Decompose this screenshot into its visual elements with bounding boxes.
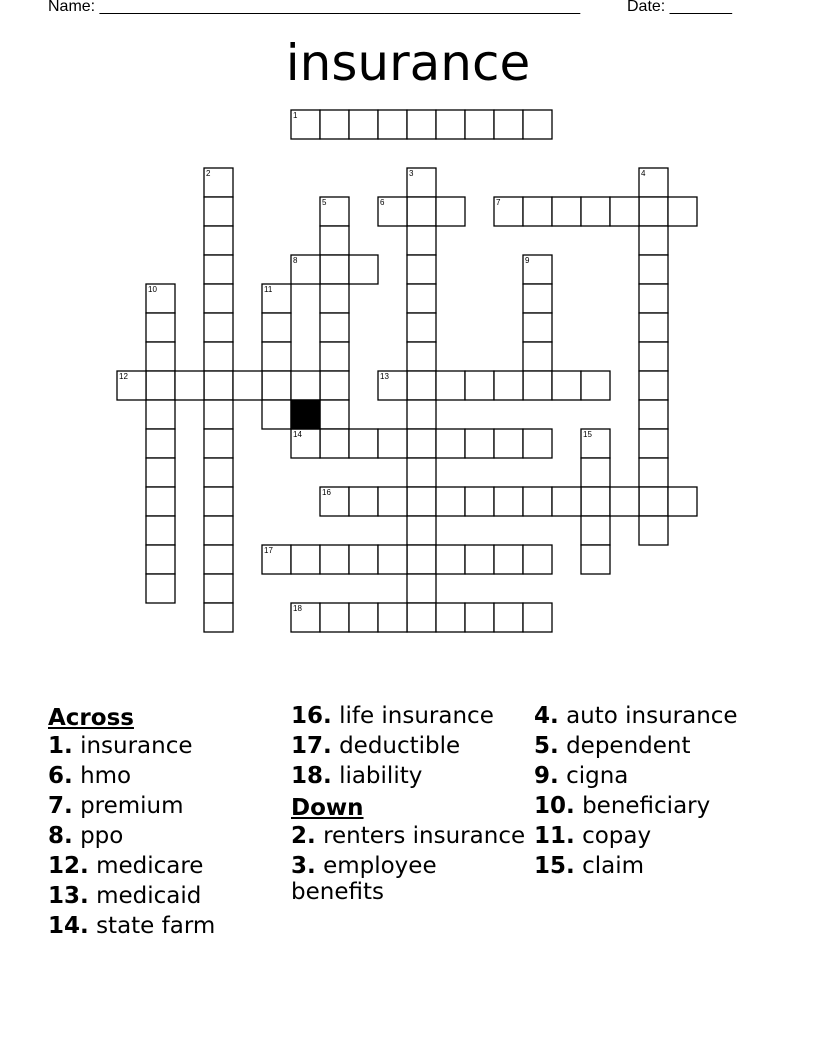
grid-cell[interactable] xyxy=(523,313,552,342)
clue-down-item xyxy=(534,763,764,789)
clue-down-item xyxy=(291,853,531,905)
grid-cell[interactable] xyxy=(320,603,349,632)
grid-cell[interactable] xyxy=(146,400,175,429)
grid-cell[interactable] xyxy=(320,284,349,313)
grid-cell[interactable] xyxy=(146,574,175,603)
clue-number: 3 xyxy=(409,169,414,178)
grid-cell[interactable] xyxy=(465,545,494,574)
grid-cell[interactable] xyxy=(610,487,639,516)
grid-cell[interactable] xyxy=(639,197,668,226)
grid-cell[interactable] xyxy=(349,110,378,139)
grid-cell[interactable] xyxy=(610,197,639,226)
grid-cell[interactable] xyxy=(639,342,668,371)
clue-text: medicaid xyxy=(96,883,202,909)
grid-cell[interactable] xyxy=(146,487,175,516)
grid-cell[interactable] xyxy=(436,371,465,400)
clue-number: 2 xyxy=(206,169,211,178)
clue-number: 9 xyxy=(525,256,530,265)
grid-cell[interactable] xyxy=(146,371,175,400)
grid-cell[interactable] xyxy=(320,400,349,429)
clue-number: 8 xyxy=(293,256,298,265)
grid-cell[interactable] xyxy=(204,487,233,516)
grid-cell[interactable] xyxy=(436,545,465,574)
clue-number-label: 14. xyxy=(48,913,89,939)
grid-cell[interactable] xyxy=(262,342,291,371)
clue-text: deductible xyxy=(339,733,461,759)
grid-cell[interactable] xyxy=(523,284,552,313)
grid-cell[interactable] xyxy=(378,603,407,632)
grid-cell[interactable] xyxy=(320,313,349,342)
grid-cell[interactable] xyxy=(668,197,697,226)
grid-cell[interactable] xyxy=(407,197,436,226)
clue-number-label: 8. xyxy=(48,823,73,849)
clue-across-item xyxy=(48,763,278,789)
clue-number-label: 7. xyxy=(48,793,73,819)
grid-cell[interactable] xyxy=(407,574,436,603)
across-heading: Across xyxy=(48,705,134,731)
grid-cell[interactable] xyxy=(146,429,175,458)
clue-number-label: 2. xyxy=(291,823,316,849)
grid-cell[interactable] xyxy=(320,226,349,255)
clue-number: 13 xyxy=(380,372,389,381)
grid-cell[interactable] xyxy=(204,516,233,545)
grid-cell[interactable] xyxy=(494,110,523,139)
clue-list xyxy=(0,703,816,1003)
grid-cell[interactable] xyxy=(262,313,291,342)
grid-cell[interactable] xyxy=(465,603,494,632)
grid-cell[interactable] xyxy=(494,371,523,400)
grid-cell[interactable] xyxy=(320,255,349,284)
grid-cell[interactable] xyxy=(523,110,552,139)
grid-cell[interactable] xyxy=(407,487,436,516)
clue-number: 15 xyxy=(583,430,592,439)
grid-cell[interactable] xyxy=(552,371,581,400)
grid-cell[interactable] xyxy=(523,371,552,400)
grid-cell[interactable] xyxy=(407,458,436,487)
clue-text: employee benefits xyxy=(291,853,437,905)
grid-cell[interactable] xyxy=(639,313,668,342)
grid-cell[interactable] xyxy=(407,516,436,545)
clue-across-item xyxy=(291,703,531,729)
clue-text: dependent xyxy=(566,733,691,759)
clue-number: 6 xyxy=(380,198,385,207)
grid-cell[interactable] xyxy=(146,545,175,574)
clue-number-label: 3. xyxy=(291,853,316,879)
grid-cell[interactable] xyxy=(291,371,320,400)
clue-across-item xyxy=(291,763,531,789)
clue-number: 12 xyxy=(119,372,128,381)
grid-cell[interactable] xyxy=(262,371,291,400)
clue-number: 18 xyxy=(293,604,302,613)
grid-cell[interactable] xyxy=(581,545,610,574)
clue-down-item xyxy=(534,733,764,759)
grid-cell[interactable] xyxy=(407,371,436,400)
name-field[interactable]: Name: ______________________________________________________ xyxy=(48,0,581,15)
clue-text: hmo xyxy=(80,763,132,789)
grid-cell[interactable] xyxy=(320,545,349,574)
clue-number: 7 xyxy=(496,198,501,207)
clue-text: premium xyxy=(80,793,184,819)
clue-number: 11 xyxy=(264,285,273,294)
grid-cell[interactable] xyxy=(523,197,552,226)
grid-cell[interactable] xyxy=(552,197,581,226)
grid-cell[interactable] xyxy=(436,429,465,458)
grid-cell[interactable] xyxy=(204,429,233,458)
clue-number-label: 10. xyxy=(534,793,575,819)
grid-cell[interactable] xyxy=(320,342,349,371)
grid-cell[interactable] xyxy=(407,313,436,342)
date-field[interactable]: Date: _______ xyxy=(627,0,732,15)
grid-cell[interactable] xyxy=(668,487,697,516)
clue-number-label: 17. xyxy=(291,733,332,759)
clue-across-item xyxy=(48,733,278,759)
clue-text: liability xyxy=(339,763,423,789)
grid-cell[interactable] xyxy=(523,487,552,516)
grid-cell[interactable] xyxy=(233,371,262,400)
grid-cell[interactable] xyxy=(465,110,494,139)
clue-number-label: 12. xyxy=(48,853,89,879)
clue-text: ppo xyxy=(80,823,124,849)
grid-cell[interactable] xyxy=(146,516,175,545)
clue-number-label: 6. xyxy=(48,763,73,789)
grid-cell[interactable] xyxy=(407,400,436,429)
clue-column-1 xyxy=(48,703,278,943)
clue-text: cigna xyxy=(566,763,629,789)
grid-cell[interactable] xyxy=(639,516,668,545)
clue-number-label: 5. xyxy=(534,733,559,759)
grid-cell[interactable] xyxy=(523,603,552,632)
puzzle-title: insurance xyxy=(285,34,531,92)
clue-text: claim xyxy=(582,853,644,879)
grid-cell[interactable] xyxy=(494,429,523,458)
grid-cell[interactable] xyxy=(639,458,668,487)
grid-cell[interactable] xyxy=(378,110,407,139)
grid-cell[interactable] xyxy=(378,487,407,516)
clue-down-item xyxy=(534,823,764,849)
grid-cell[interactable] xyxy=(146,342,175,371)
clue-number-label: 1. xyxy=(48,733,73,759)
grid-cell[interactable] xyxy=(639,371,668,400)
clue-across-item xyxy=(48,823,278,849)
grid-cell[interactable] xyxy=(639,429,668,458)
grid-cell[interactable] xyxy=(349,603,378,632)
clue-down-item xyxy=(534,793,764,819)
clue-number: 14 xyxy=(293,430,302,439)
clue-column-2 xyxy=(291,703,531,909)
clue-number-label: 15. xyxy=(534,853,575,879)
clue-number-label: 16. xyxy=(291,703,332,729)
grid-cell[interactable] xyxy=(204,371,233,400)
grid-cell[interactable] xyxy=(639,226,668,255)
clue-text: auto insurance xyxy=(566,703,738,729)
grid-cell[interactable] xyxy=(320,429,349,458)
grid-cell[interactable] xyxy=(494,487,523,516)
grid-cell[interactable] xyxy=(407,284,436,313)
grid-cell[interactable] xyxy=(523,429,552,458)
grid-cell[interactable] xyxy=(320,110,349,139)
clue-across-item xyxy=(48,793,278,819)
grid-cell[interactable] xyxy=(639,284,668,313)
grid-cell[interactable] xyxy=(639,400,668,429)
grid-cell[interactable] xyxy=(436,110,465,139)
grid-cell[interactable] xyxy=(436,487,465,516)
grid-cell[interactable] xyxy=(320,371,349,400)
clue-number-label: 13. xyxy=(48,883,89,909)
grid-cell[interactable] xyxy=(146,313,175,342)
clue-number: 1 xyxy=(293,111,298,120)
grid-cell[interactable] xyxy=(204,197,233,226)
grid-cell[interactable] xyxy=(523,342,552,371)
grid-cell[interactable] xyxy=(407,545,436,574)
grid-cell[interactable] xyxy=(581,458,610,487)
clue-text: beneficiary xyxy=(582,793,711,819)
grid-cell[interactable] xyxy=(204,545,233,574)
grid-cell[interactable] xyxy=(523,545,552,574)
grid-cell[interactable] xyxy=(407,429,436,458)
grid-cell[interactable] xyxy=(349,429,378,458)
grid-cell[interactable] xyxy=(436,197,465,226)
grid-cell[interactable] xyxy=(349,255,378,284)
grid-cell[interactable] xyxy=(204,313,233,342)
grid-cell[interactable] xyxy=(204,603,233,632)
grid-cell[interactable] xyxy=(436,603,465,632)
clue-text: insurance xyxy=(80,733,193,759)
grid-cell[interactable] xyxy=(291,545,320,574)
clue-number: 17 xyxy=(264,546,273,555)
clue-text: renters insurance xyxy=(323,823,526,849)
clue-number-label: 9. xyxy=(534,763,559,789)
grid-cell[interactable] xyxy=(204,400,233,429)
grid-cell[interactable] xyxy=(204,284,233,313)
down-heading: Down xyxy=(291,795,364,821)
grid-cell[interactable] xyxy=(204,574,233,603)
clue-number: 10 xyxy=(148,285,157,294)
clue-down-item xyxy=(534,703,764,729)
grid-cell[interactable] xyxy=(465,429,494,458)
black-cell xyxy=(291,400,320,429)
grid-cell[interactable] xyxy=(204,458,233,487)
grid-cell[interactable] xyxy=(204,255,233,284)
grid-cell[interactable] xyxy=(581,516,610,545)
grid-cell[interactable] xyxy=(581,197,610,226)
clue-across-item xyxy=(48,883,278,909)
clue-number-label: 18. xyxy=(291,763,332,789)
clue-number-label: 11. xyxy=(534,823,575,849)
clue-down-item xyxy=(534,853,764,879)
clue-text: copay xyxy=(582,823,652,849)
grid-cell[interactable] xyxy=(494,545,523,574)
clue-text: life insurance xyxy=(339,703,494,729)
grid-cell[interactable] xyxy=(494,603,523,632)
grid-cell[interactable] xyxy=(204,226,233,255)
clue-number: 5 xyxy=(322,198,327,207)
grid-cell[interactable] xyxy=(407,603,436,632)
clue-text: state farm xyxy=(96,913,216,939)
grid-cell[interactable] xyxy=(581,487,610,516)
clue-across-item xyxy=(48,913,278,939)
grid-cell[interactable] xyxy=(146,458,175,487)
clue-down-item xyxy=(291,823,531,849)
grid-cell[interactable] xyxy=(465,371,494,400)
clue-across-item xyxy=(291,733,531,759)
clue-number: 4 xyxy=(641,169,646,178)
grid-cell[interactable] xyxy=(262,400,291,429)
grid-cell[interactable] xyxy=(175,371,204,400)
grid-cell[interactable] xyxy=(407,255,436,284)
grid-cell[interactable] xyxy=(378,545,407,574)
grid-cell[interactable] xyxy=(581,371,610,400)
grid-cell[interactable] xyxy=(465,487,494,516)
grid-cell[interactable] xyxy=(639,487,668,516)
grid-cell[interactable] xyxy=(407,342,436,371)
clue-text: medicare xyxy=(96,853,204,879)
grid-cell[interactable] xyxy=(349,545,378,574)
grid-cell[interactable] xyxy=(639,255,668,284)
clue-number-label: 4. xyxy=(534,703,559,729)
clue-across-item xyxy=(48,853,278,879)
grid-cell[interactable] xyxy=(552,487,581,516)
clue-column-3 xyxy=(534,703,764,883)
grid-cell[interactable] xyxy=(407,110,436,139)
clue-number: 16 xyxy=(322,488,331,497)
grid-cell[interactable] xyxy=(407,226,436,255)
grid-cell[interactable] xyxy=(204,342,233,371)
grid-cell[interactable] xyxy=(378,429,407,458)
grid-cell[interactable] xyxy=(349,487,378,516)
